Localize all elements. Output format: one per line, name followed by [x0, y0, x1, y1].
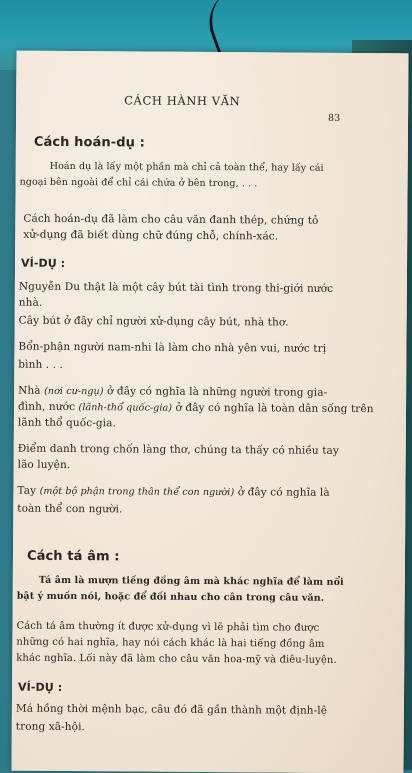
section-heading-ta-am: Cách tá âm : — [27, 549, 120, 565]
example-line — [17, 485, 329, 499]
usage-line: Cách tá âm thường ít được xử-dụng vì lẽ phải tìm cho được — [16, 621, 319, 634]
page-number: 83 — [328, 113, 340, 124]
section-heading-hoan-du: Cách hoán-dụ : — [34, 135, 145, 151]
example-line: trong xã-hội. — [16, 721, 85, 733]
running-title: CÁCH HÀNH VĂN — [124, 93, 240, 108]
example-line — [18, 385, 327, 399]
example-text: ở đây có nghĩa là toàn dân sống trên — [176, 402, 374, 415]
examples-label: VÍ-DỤ : — [21, 257, 65, 270]
example-keyword: Nhà — [18, 385, 41, 397]
example-line: Điểm danh trong chốn làng thơ, chúng ta thấy có nhiều tay — [18, 443, 339, 457]
example-keyword: nước — [49, 401, 75, 413]
example-line: Nguyễn Du thật là một cây bút tài tình trong thi-giới nước — [19, 281, 333, 295]
example-line — [18, 401, 374, 415]
definition-line: ngoại bên ngoài để chỉ cái chứa ở bên trong, . . . — [20, 177, 258, 190]
example-line: Cây bút ở đây chỉ người xử-dụng cây bút, nhà thơ. — [19, 315, 289, 329]
usage-line: khác nghĩa. Lối này đã làm cho câu văn hoa-mỹ và điêu-luyện. — [16, 653, 337, 666]
example-text: ở đây có nghĩa là — [238, 486, 330, 499]
example-text: đình, — [18, 401, 46, 413]
example-text: ở đây có nghĩa là những người trong gia- — [107, 385, 327, 399]
example-keyword: Tay — [17, 485, 36, 497]
example-line: lão luyện. — [18, 459, 71, 471]
example-line: bình . . . — [18, 359, 63, 371]
definition-line: Tá âm là mượn tiếng đồng âm mà khác nghĩa để làm nổi — [39, 575, 344, 588]
usage-line: Cách hoán-dụ đã làm cho câu văn đanh thép, chứng tỏ — [23, 213, 318, 227]
example-line: Má hồng thời mệnh bạc, câu đó đã gần thành một định-lệ — [16, 703, 327, 717]
definition-line: Hoán dụ là lấy một phần mà chỉ cả toàn thể, hay lấy cái — [50, 161, 324, 174]
example-gloss: (lãnh-thổ quốc-gia) — [78, 402, 172, 414]
book-page — [11, 51, 408, 773]
example-line: Bổn-phận người nam-nhi là làm cho nhà yên vui, nước trị — [18, 341, 326, 355]
usage-line: xử-dụng đã biết dùng chữ đúng chỗ, chính-xác. — [23, 229, 278, 243]
examples-label: VÍ-DỤ : — [18, 681, 62, 694]
usage-line: những có hai nghĩa, hay nói cách khác là hai tiếng đồng âm — [16, 637, 324, 650]
example-line: nhà. — [19, 297, 43, 309]
example-line: toàn thể con người. — [17, 503, 122, 516]
example-line: lãnh thổ quốc-gia. — [18, 417, 116, 430]
example-gloss: (nơi cư-ngụ) — [44, 386, 104, 397]
example-gloss: (một bộ phận trong thân thể con người) — [40, 486, 235, 498]
definition-line: bật ý muốn nói, hoặc để đối nhau cho cân trong câu văn. — [17, 591, 325, 604]
